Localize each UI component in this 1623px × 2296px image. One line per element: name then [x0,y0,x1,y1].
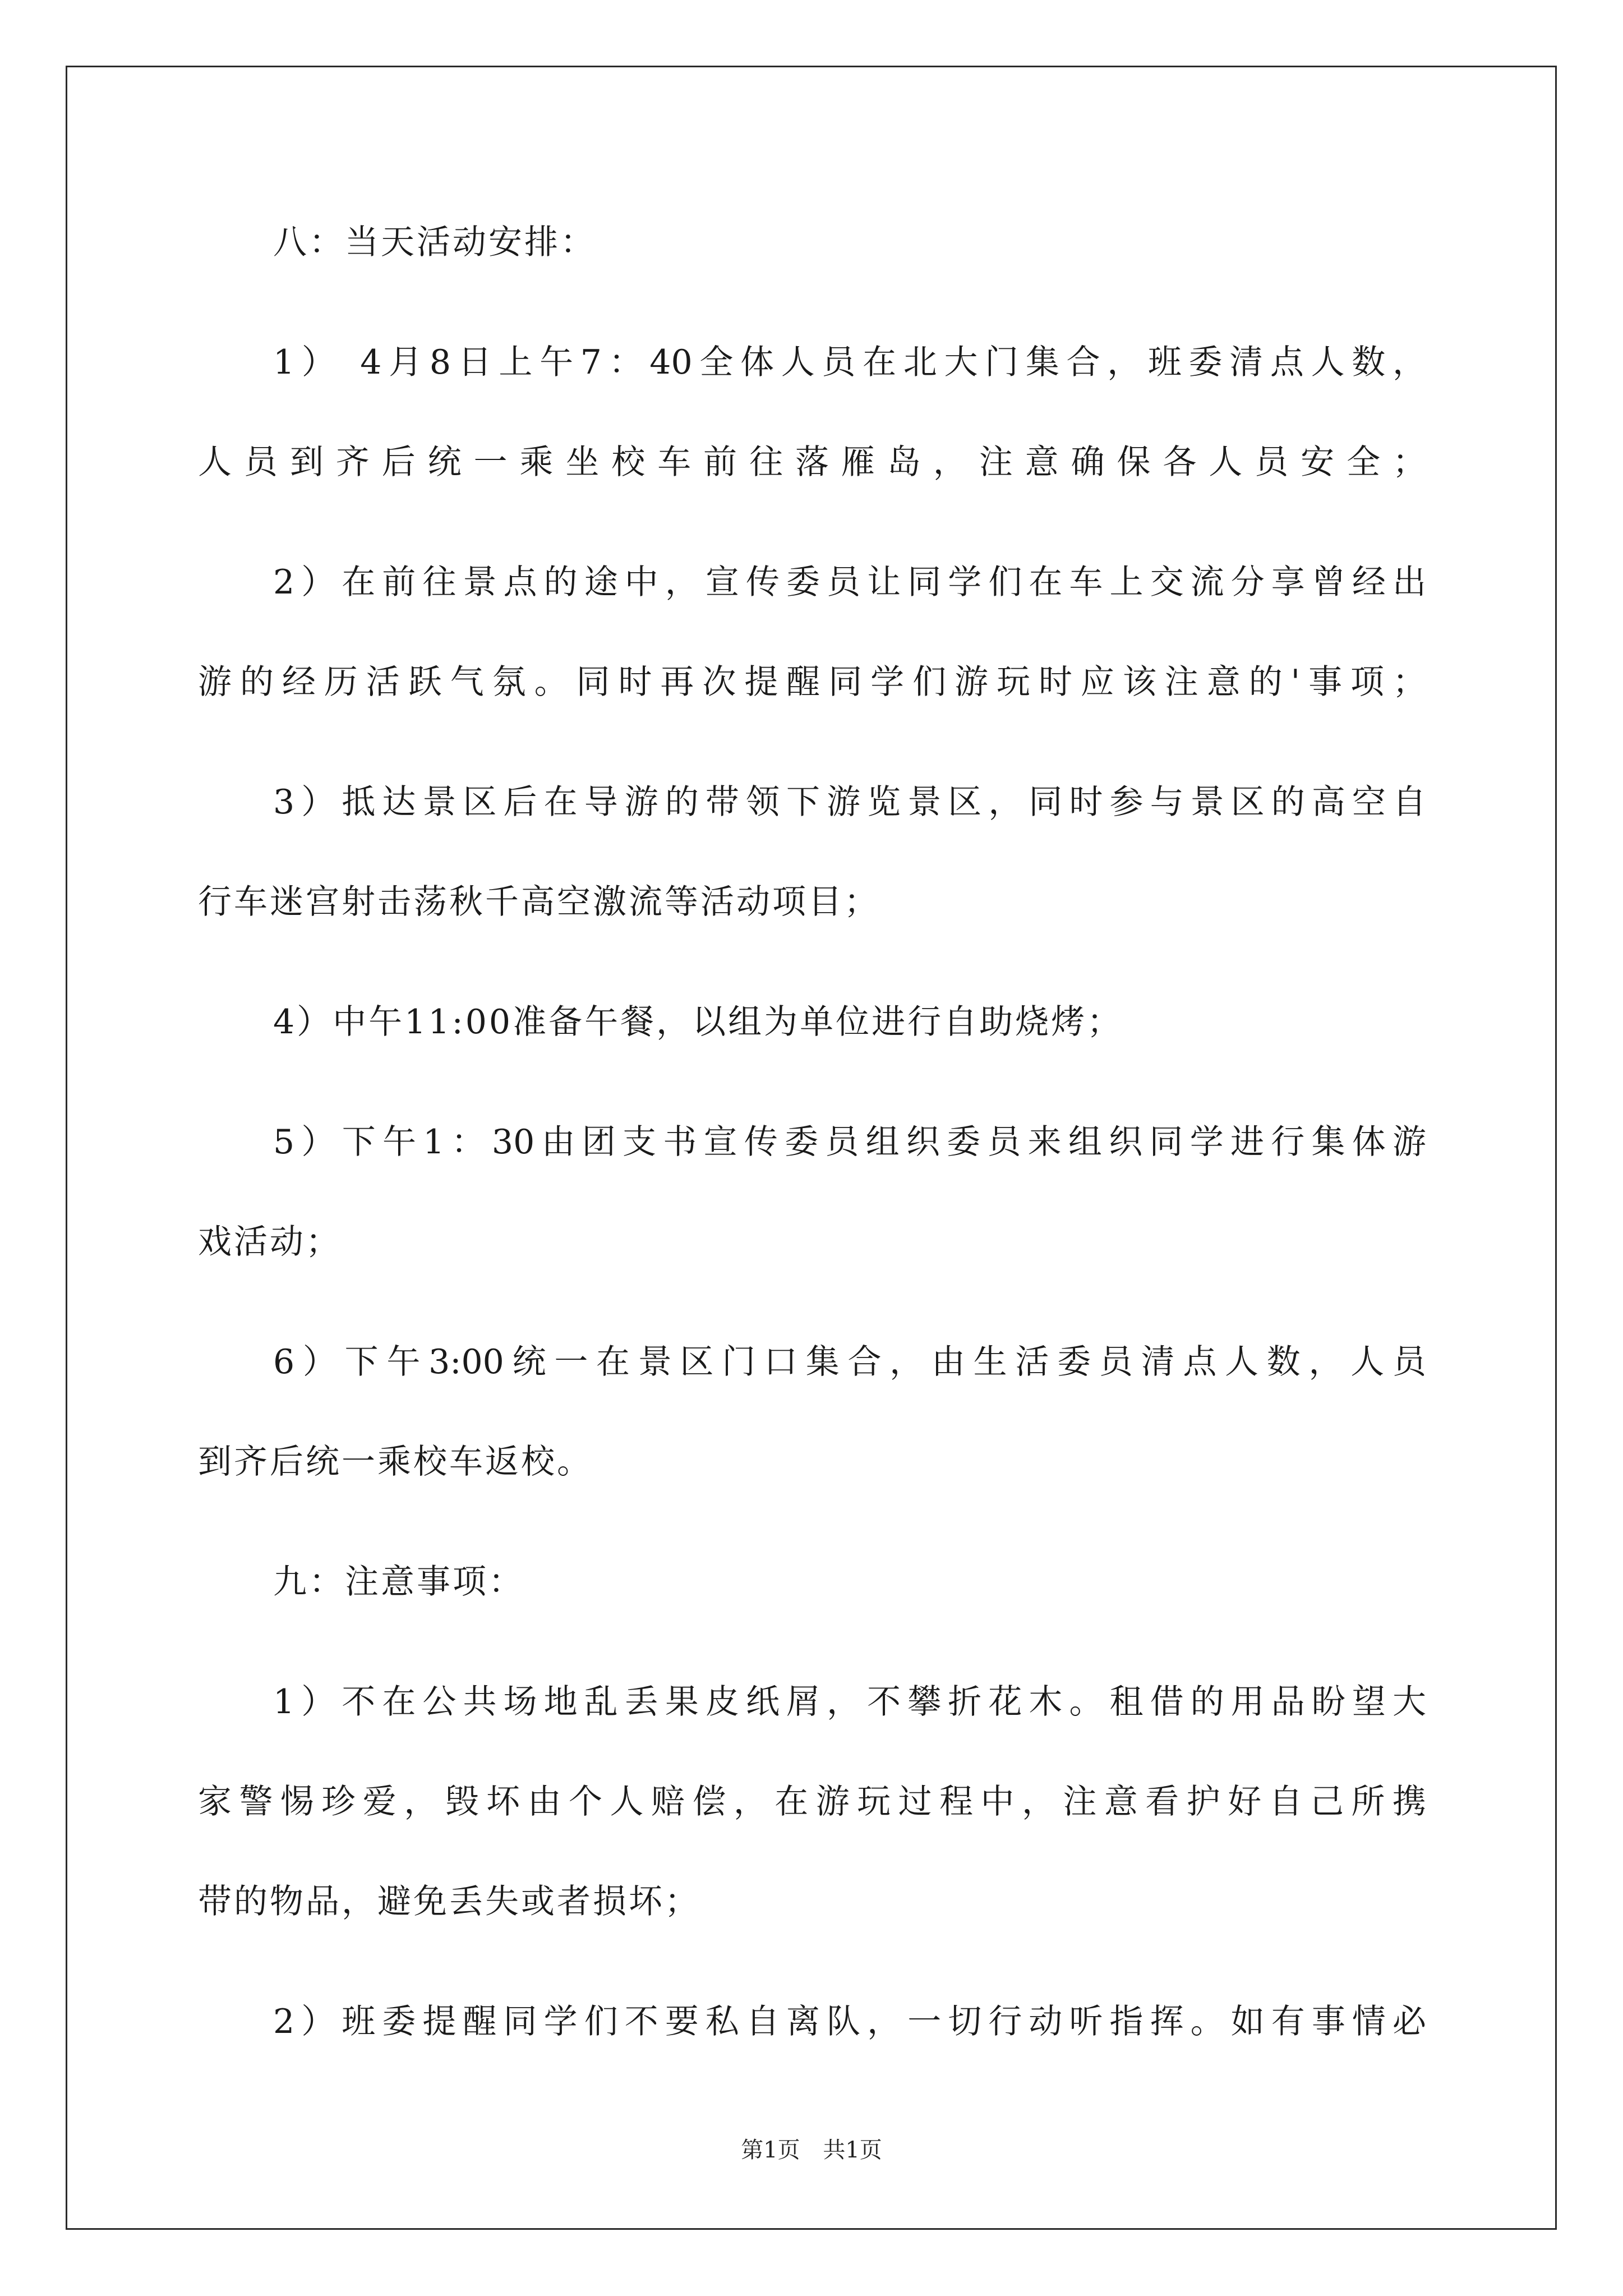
page-number: 第1页 [741,2137,800,2163]
paragraph-line: 1） 4月8日上午7：40全体人员在北大门集合，班委清点人数， [273,343,1426,382]
paragraph-line: 2）班委提醒同学们不要私自离队，一切行动听指挥。如有事情必 [273,2002,1426,2041]
section-heading-notes: 九：注意事项： [273,1562,524,1602]
paragraph-line: 3）抵达景区后在导游的带领下游览景区，同时参与景区的高空自 [273,783,1426,822]
paragraph-line: 行车迷宫射击荡秋千高空激流等活动项目； [198,882,880,922]
paragraph-line: 2）在前往景点的途中，宣传委员让同学们在车上交流分享曾经出 [273,563,1426,602]
paragraph-line: 家警惕珍爱，毁坏由个人赔偿，在游玩过程中，注意看护好自己所携 [198,1782,1426,1821]
paragraph-line: 1）不在公共场地乱丢果皮纸屑，不攀折花木。租借的用品盼望大 [273,1682,1426,1722]
page-total: 共1页 [823,2137,882,2163]
paragraph-line: 带的物品，避免丢失或者损坏； [198,1882,700,1921]
paragraph-line: 4）中午11:00准备午餐，以组为单位进行自助烧烤； [273,1002,1123,1042]
paragraph-line: 戏活动； [198,1222,342,1262]
paragraph-line: 游的经历活跃气氛。同时再次提醒同学们游玩时应该注意的'事项； [198,662,1426,702]
paragraph-line: 6）下午3:00统一在景区门口集合，由生活委员清点人数，人员 [273,1342,1426,1382]
page-footer [0,2136,1623,2164]
paragraph-line: 人员到齐后统一乘坐校车前往落雁岛，注意确保各人员安全； [198,443,1426,482]
paragraph-line: 到齐后统一乘校车返校。 [198,1442,593,1481]
section-heading-activities: 八：当天活动安排： [273,223,596,262]
paragraph-line: 5）下午1：30由团支书宣传委员组织委员来组织同学进行集体游 [273,1122,1426,1162]
